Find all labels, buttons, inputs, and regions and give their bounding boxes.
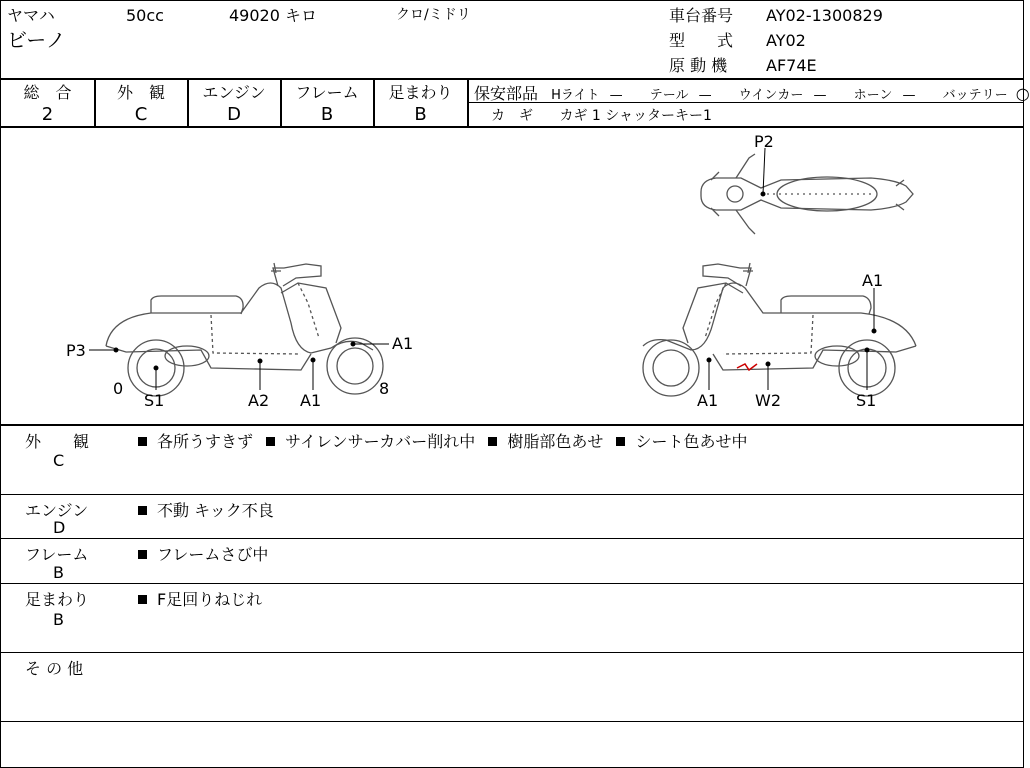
engine-label: 原 動 機 bbox=[669, 56, 728, 75]
grade-engine-label: エンジン bbox=[202, 83, 266, 102]
bullet-icon bbox=[138, 595, 147, 604]
label-a1-left-front: A1 bbox=[392, 334, 414, 353]
safety-horn: ホーン — bbox=[853, 88, 916, 103]
frame-no: AY02-1300829 bbox=[766, 6, 883, 25]
type-label: 型 式 bbox=[669, 31, 734, 50]
remark-frame-label: フレーム bbox=[25, 545, 89, 564]
grade-frame-value: B bbox=[320, 104, 334, 125]
divider bbox=[1, 583, 1023, 584]
remark-suspension-grade: B bbox=[53, 610, 64, 629]
engine-value: AF74E bbox=[766, 56, 817, 75]
label-a1-left: A1 bbox=[300, 391, 322, 410]
remark-engine-items: 不動 キック不良 bbox=[138, 498, 282, 521]
safety-battery: バッテリー ○ bbox=[942, 84, 1030, 103]
label-a2-left: A2 bbox=[248, 391, 270, 410]
label-s1-left: S1 bbox=[144, 391, 165, 410]
divider bbox=[1, 652, 1023, 653]
grade-engine-value: D bbox=[227, 104, 241, 125]
type-value: AY02 bbox=[766, 31, 806, 50]
safety-tail: テール — bbox=[649, 88, 712, 103]
keys-value: カギ 1 シャッターキー1 bbox=[559, 108, 712, 124]
grade-total-value: 2 bbox=[41, 104, 54, 125]
bullet-icon bbox=[266, 437, 275, 446]
bullet-icon bbox=[138, 506, 147, 515]
remark-suspension-items: F足回りねじれ bbox=[138, 587, 270, 610]
safety-winker: ウインカー — bbox=[738, 88, 827, 103]
remark-engine-grade: D bbox=[53, 518, 66, 537]
scooter-left-view bbox=[106, 263, 383, 396]
remark-other-label: そ の 他 bbox=[25, 659, 84, 678]
divider bbox=[1, 494, 1023, 495]
displacement: 50cc bbox=[126, 6, 164, 25]
label-p3: P3 bbox=[66, 341, 86, 360]
label-zero: 0 bbox=[113, 379, 124, 398]
model-name: ビーノ bbox=[7, 28, 66, 52]
remark-exterior-items: 各所うすきず サイレンサーカバー削れ中 樹脂部色あせ シート色あせ中 bbox=[138, 429, 756, 452]
remark-frame-grade: B bbox=[53, 563, 64, 582]
bullet-icon bbox=[616, 437, 625, 446]
label-p2: P2 bbox=[754, 132, 774, 151]
color: クロ/ミドリ bbox=[396, 7, 471, 23]
remark-exterior-label: 外 観 bbox=[25, 432, 90, 451]
divider bbox=[467, 79, 469, 126]
remark-frame-items: フレームさび中 bbox=[138, 542, 276, 565]
grade-total-label: 総 合 bbox=[23, 83, 72, 102]
remark-engine-label: エンジン bbox=[25, 501, 89, 520]
divider bbox=[1, 721, 1023, 722]
safety-headlight: Hライト — bbox=[551, 88, 623, 103]
grade-exterior-label: 外 観 bbox=[116, 83, 165, 102]
safety-parts-row bbox=[474, 81, 1030, 104]
grade-exterior-value: C bbox=[134, 104, 148, 125]
scooter-top-view bbox=[701, 154, 913, 234]
label-eight: 8 bbox=[379, 379, 390, 398]
grade-suspension-value: B bbox=[414, 104, 427, 125]
label-a1-right: A1 bbox=[697, 391, 719, 410]
label-w2-right: W2 bbox=[755, 391, 781, 410]
scooter-damage-diagram bbox=[1, 128, 1023, 426]
label-s1-right: S1 bbox=[856, 391, 877, 410]
safety-label: 保安部品 bbox=[474, 84, 539, 103]
frame-no-label: 車台番号 bbox=[669, 6, 734, 25]
maker: ヤマハ bbox=[7, 6, 55, 25]
remark-suspension-label: 足まわり bbox=[25, 590, 90, 609]
remark-exterior-grade: C bbox=[53, 451, 65, 470]
grade-frame-label: フレーム bbox=[295, 83, 359, 102]
keys-row bbox=[491, 105, 712, 125]
grade-suspension-label: 足まわり bbox=[388, 83, 453, 102]
label-a1-right-top: A1 bbox=[862, 271, 884, 290]
bullet-icon bbox=[488, 437, 497, 446]
bullet-icon bbox=[138, 550, 147, 559]
divider bbox=[1, 538, 1023, 539]
mileage: 49020 キロ bbox=[229, 6, 317, 25]
bullet-icon bbox=[138, 437, 147, 446]
keys-label: カ ギ bbox=[491, 108, 533, 124]
